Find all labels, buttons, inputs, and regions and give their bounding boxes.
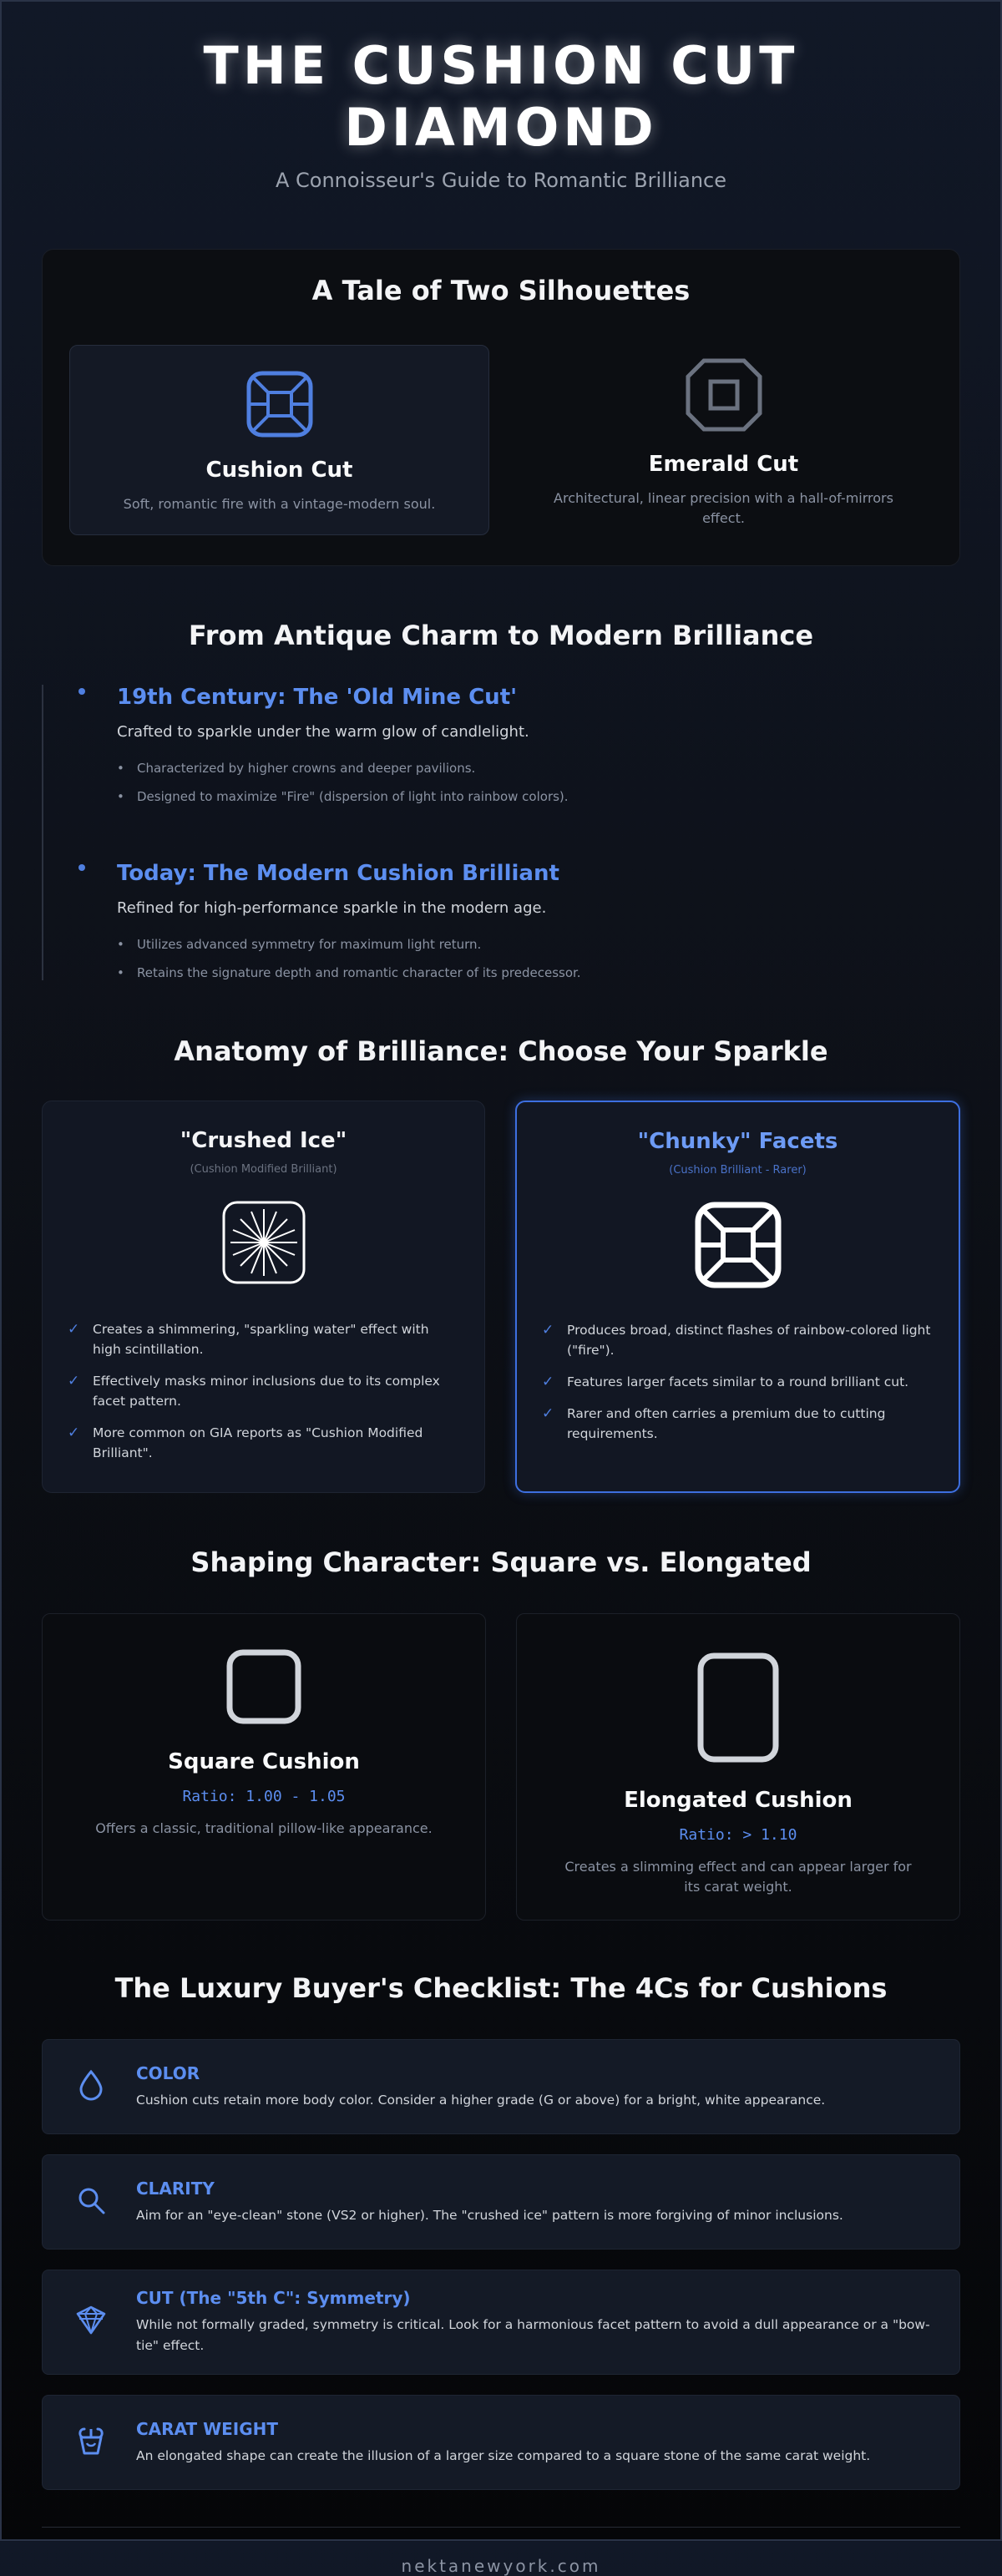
elongated-cushion-ratio: Ratio: > 1.10	[679, 1826, 797, 1844]
anatomy-title: Anatomy of Brilliance: Choose Your Sparkle	[174, 1035, 828, 1067]
timeline-subtext: Refined for high-performance sparkle in the modern age.	[117, 899, 547, 917]
feature-point: ✓ Produces broad, distinct flashes of rainbow-colored light ("fire").	[542, 1320, 934, 1360]
chunky-facet-icon	[695, 1276, 782, 1292]
square-cushion-card	[42, 1613, 486, 1921]
silhouettes-section	[42, 249, 960, 566]
elongated-cushion-card	[516, 1613, 960, 1921]
shapes-title: Shaping Character: Square vs. Elongated	[190, 1546, 812, 1578]
timeline-bullet: • Utilizes advanced symmetry for maximum light return.	[117, 937, 960, 952]
checklist-title: The Luxury Buyer's Checklist: The 4Cs for Cushions	[114, 1972, 888, 2004]
timeline-bullet: • Characterized by higher crowns and deeper pavilions.	[117, 761, 960, 776]
timeline-item	[117, 685, 960, 861]
magnifier-icon	[76, 2185, 106, 2219]
timeline-dot	[78, 864, 85, 871]
footer-link[interactable]: nektanewyork.com	[401, 2556, 601, 2576]
checklist-item-color	[42, 2039, 960, 2134]
starburst-icon	[222, 1272, 306, 1288]
check-icon: ✓	[542, 1405, 554, 1422]
timeline-subtext: Crafted to sparkle under the warm glow of candlelight.	[117, 723, 529, 741]
timeline-bullet: • Retains the signature depth and romantic character of its predecessor.	[117, 965, 960, 980]
feature-point: ✓ Rarer and often carries a premium due to cutting requirements.	[542, 1404, 934, 1444]
timeline-dot	[78, 688, 85, 695]
feature-point: ✓ More common on GIA reports as "Cushion Modified Brilliant".	[68, 1423, 459, 1463]
feature-point: ✓ Creates a shimmering, "sparkling water" effect with high scintillation.	[68, 1319, 459, 1359]
check-icon: ✓	[68, 1425, 80, 1441]
timeline-heading: Today: The Modern Cushion Brilliant	[117, 861, 559, 886]
checklist-heading: CARAT WEIGHT	[136, 2418, 279, 2439]
check-icon: ✓	[68, 1321, 80, 1338]
checklist-heading: CUT (The "5th C": Symmetry)	[136, 2288, 411, 2308]
checklist-item-cut	[42, 2270, 960, 2375]
check-icon: ✓	[542, 1374, 554, 1390]
elongated-cushion-name: Elongated Cushion	[624, 1788, 853, 1813]
emerald-cut-card	[514, 345, 933, 535]
feature-point: ✓ Features larger facets similar to a round brilliant cut.	[542, 1374, 909, 1390]
square-cushion-desc: Offers a classic, traditional pillow-like appearance.	[95, 1820, 433, 1836]
history-title: From Antique Charm to Modern Brilliance	[188, 620, 814, 651]
history-timeline	[42, 685, 960, 980]
cushion-cut-desc: Soft, romantic fire with a vintage-modern soul.	[123, 496, 436, 512]
page-title: THE CUSHION CUT DIAMOND	[203, 35, 799, 158]
timeline-bullet: • Designed to maximize "Fire" (dispersion of light into rainbow colors).	[117, 789, 960, 804]
crushed-ice-name: "Crushed Ice"	[180, 1128, 347, 1153]
checklist-text: An elongated shape can create the illusion of a larger size compared to a square stone of the same carat weight.	[136, 2447, 871, 2463]
cushion-outline-icon	[246, 425, 313, 441]
timeline-heading: 19th Century: The 'Old Mine Cut'	[117, 685, 518, 710]
cushion-cut-card	[69, 345, 489, 535]
gem-icon	[75, 2305, 107, 2339]
checklist-text: While not formally graded, symmetry is critical. Look for a harmonious facet pattern to avoid a dull appearance or a "bow-tie" effect.	[136, 2317, 930, 2353]
crushed-ice-card	[42, 1101, 485, 1493]
droplet-icon	[78, 2069, 104, 2104]
elongated-cushion-desc: Creates a slimming effect and can appear larger for its carat weight.	[564, 1859, 912, 1895]
emerald-cut-name: Emerald Cut	[648, 452, 799, 477]
timeline-item	[117, 861, 960, 980]
square-cushion-name: Square Cushion	[168, 1749, 360, 1774]
checklist-item-carat	[42, 2395, 960, 2490]
crushed-ice-tag: (Cushion Modified Brilliant)	[190, 1163, 337, 1176]
checklist-heading: CLARITY	[136, 2178, 215, 2199]
emerald-outline-icon	[686, 419, 762, 435]
chunky-facets-card	[515, 1101, 960, 1493]
cushion-cut-name: Cushion Cut	[205, 458, 353, 483]
silhouettes-title: A Tale of Two Silhouettes	[311, 275, 691, 306]
weight-icon	[75, 2426, 107, 2459]
chunky-facets-name: "Chunky" Facets	[637, 1129, 838, 1154]
footer-divider	[42, 2527, 960, 2528]
square-shape-icon	[226, 1712, 301, 1728]
feature-point: ✓ Effectively masks minor inclusions due to its complex facet pattern.	[68, 1371, 459, 1411]
checklist-text: Cushion cuts retain more body color. Consider a higher grade (G or above) for a bright, white appearance.	[136, 2092, 826, 2108]
check-icon: ✓	[68, 1373, 80, 1389]
check-icon: ✓	[542, 1322, 554, 1339]
checklist-text: Aim for an "eye-clean" stone (VS2 or higher). The "crushed ice" pattern is more forgiving of minor inclusions.	[136, 2207, 843, 2223]
elongated-shape-icon	[697, 1750, 779, 1766]
checklist-heading: COLOR	[136, 2062, 200, 2083]
emerald-cut-desc: Architectural, linear precision with a hall-of-mirrors effect.	[554, 490, 893, 526]
square-cushion-ratio: Ratio: 1.00 - 1.05	[182, 1788, 346, 1805]
page-subtitle: A Connoisseur's Guide to Romantic Brilliance	[275, 169, 727, 192]
checklist-item-clarity	[42, 2154, 960, 2250]
chunky-facets-tag: (Cushion Brilliant - Rarer)	[669, 1164, 807, 1177]
